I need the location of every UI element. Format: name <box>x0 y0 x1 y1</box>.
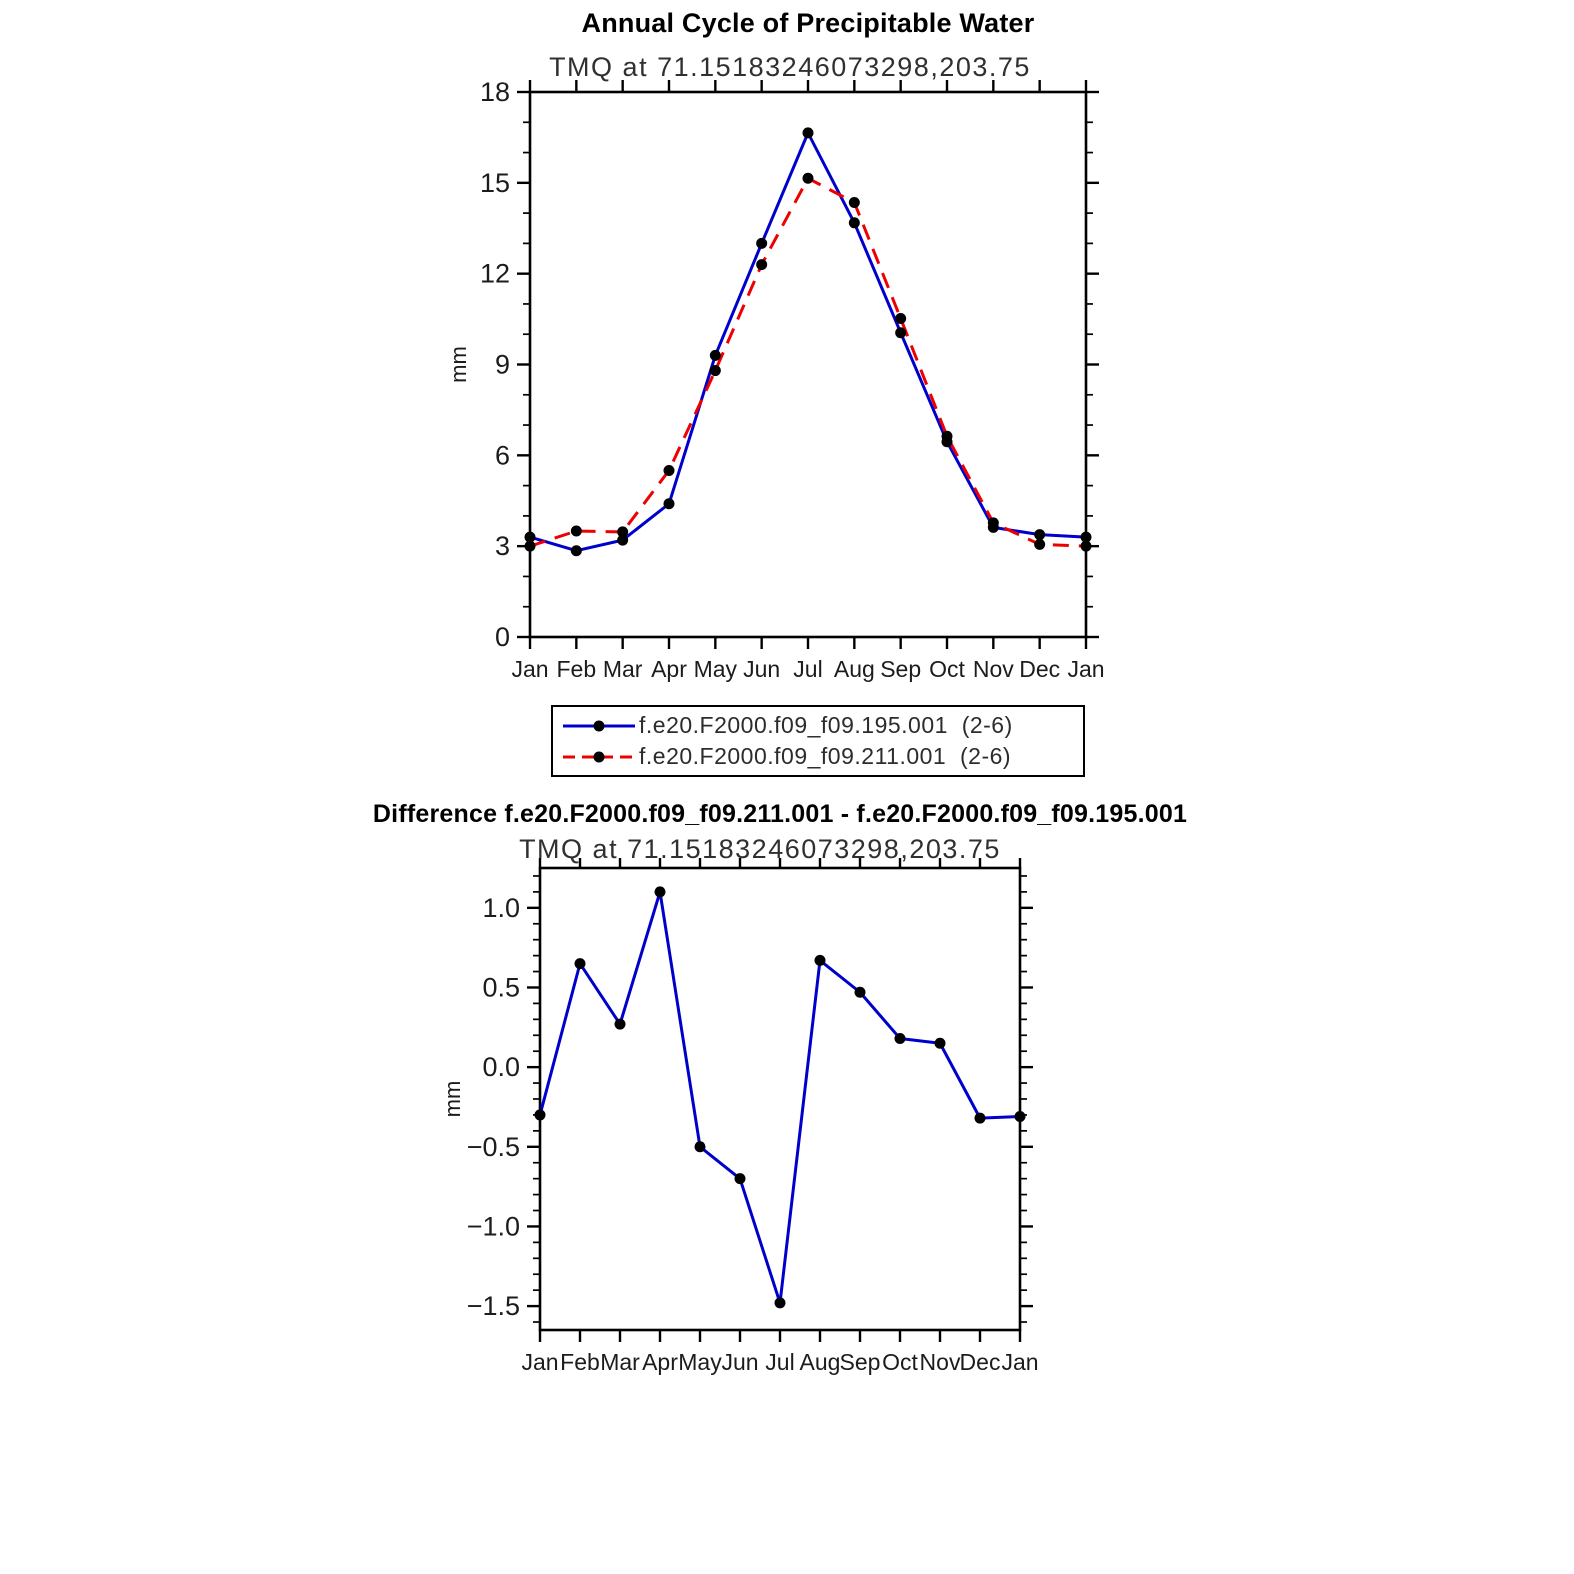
svg-text:Feb: Feb <box>560 1349 600 1375</box>
svg-text:Feb: Feb <box>556 656 597 682</box>
legend-label-195: f.e20.F2000.f09_f09.195.001 (2-6) <box>639 712 1013 738</box>
svg-text:Jan: Jan <box>1067 656 1105 682</box>
difference-subtitle: TMQ at 71.15183246073298,203.75 <box>519 834 1001 864</box>
svg-text:Sep: Sep <box>880 656 922 682</box>
plot-group <box>446 78 1105 682</box>
data-point-marker <box>615 1019 626 1030</box>
annual-cycle-title: Annual Cycle of Precipitable Water <box>581 8 1035 38</box>
svg-text:6: 6 <box>494 440 510 471</box>
svg-text:12: 12 <box>479 258 510 289</box>
svg-text:0.5: 0.5 <box>482 972 520 1003</box>
data-point-marker <box>535 1109 546 1120</box>
svg-text:Nov: Nov <box>972 656 1014 682</box>
svg-text:Dec: Dec <box>959 1349 1001 1375</box>
data-point-marker <box>695 1141 706 1152</box>
data-point-marker <box>1081 541 1092 552</box>
data-point-marker <box>756 238 767 249</box>
svg-text:Sep: Sep <box>839 1349 881 1375</box>
svg-text:Jul: Jul <box>793 656 823 682</box>
legend-label-211: f.e20.F2000.f09_f09.211.001 (2-6) <box>639 743 1012 769</box>
svg-text:Nov: Nov <box>919 1349 961 1375</box>
legend-item-211 <box>559 741 1077 772</box>
data-point-marker <box>803 127 814 138</box>
svg-text:mm: mm <box>446 346 471 383</box>
legend-item-195 <box>559 710 1077 741</box>
svg-text:May: May <box>678 1349 722 1375</box>
svg-text:−1.5: −1.5 <box>466 1291 520 1322</box>
svg-text:−0.5: −0.5 <box>466 1131 520 1162</box>
data-point-marker <box>849 197 860 208</box>
legend-box <box>551 705 1085 777</box>
svg-text:3: 3 <box>494 531 510 562</box>
svg-text:−1.0: −1.0 <box>466 1211 520 1242</box>
data-point-marker <box>664 465 675 476</box>
svg-text:Jun: Jun <box>721 1349 759 1375</box>
data-point-marker <box>525 541 536 552</box>
data-point-marker <box>710 365 721 376</box>
legend-line-solid-blue <box>559 711 639 741</box>
difference-plot <box>430 858 1090 1403</box>
data-point-marker <box>895 1033 906 1044</box>
legend-line-dashed-red <box>559 742 639 772</box>
svg-text:Jun: Jun <box>743 656 781 682</box>
data-point-marker <box>942 431 953 442</box>
annual-cycle-subtitle: TMQ at 71.15183246073298,203.75 <box>549 52 1031 82</box>
svg-text:Mar: Mar <box>600 1349 640 1375</box>
data-point-marker <box>571 545 582 556</box>
data-point-marker <box>775 1297 786 1308</box>
data-point-marker <box>575 958 586 969</box>
data-point-marker <box>803 173 814 184</box>
svg-text:15: 15 <box>479 167 510 198</box>
svg-text:Aug: Aug <box>833 656 875 682</box>
svg-text:9: 9 <box>494 349 510 380</box>
svg-text:Jul: Jul <box>765 1349 795 1375</box>
data-point-marker <box>849 217 860 228</box>
svg-text:Oct: Oct <box>882 1349 918 1375</box>
difference-title: Difference f.e20.F2000.f09_f09.211.001 - f.e20.F2000.f09_f09.195.001 <box>372 800 1188 828</box>
plot-group <box>440 858 1039 1375</box>
data-point-marker <box>617 526 628 537</box>
svg-text:mm: mm <box>440 1080 465 1118</box>
svg-text:0.0: 0.0 <box>482 1052 520 1083</box>
svg-text:1.0: 1.0 <box>482 892 520 923</box>
series-line <box>530 178 1086 546</box>
data-point-marker <box>855 987 866 998</box>
svg-text:Aug: Aug <box>799 1349 841 1375</box>
series-line <box>540 892 1020 1303</box>
data-point-marker <box>988 517 999 528</box>
svg-text:0: 0 <box>494 622 510 652</box>
data-point-marker <box>975 1113 986 1124</box>
svg-text:Oct: Oct <box>929 656 965 682</box>
data-point-marker <box>1034 539 1045 550</box>
data-point-marker <box>1015 1111 1026 1122</box>
data-point-marker <box>735 1173 746 1184</box>
svg-text:Apr: Apr <box>651 656 687 682</box>
series-line <box>530 133 1086 551</box>
svg-text:Mar: Mar <box>602 656 643 682</box>
data-point-marker <box>895 313 906 324</box>
data-point-marker <box>655 886 666 897</box>
svg-text:Jan: Jan <box>511 656 549 682</box>
svg-text:Dec: Dec <box>1019 656 1061 682</box>
data-point-marker <box>710 350 721 361</box>
data-point-marker <box>895 327 906 338</box>
data-point-marker <box>935 1038 946 1049</box>
data-point-marker <box>756 259 767 270</box>
data-point-marker <box>815 955 826 966</box>
svg-text:Jan: Jan <box>1001 1349 1039 1375</box>
svg-text:Jan: Jan <box>521 1349 559 1375</box>
annual-cycle-plot <box>430 78 1130 706</box>
data-point-marker <box>1034 529 1045 540</box>
svg-text:May: May <box>693 656 738 682</box>
svg-text:Apr: Apr <box>642 1349 678 1375</box>
data-point-marker <box>571 526 582 537</box>
svg-text:18: 18 <box>479 78 510 107</box>
data-point-marker <box>664 498 675 509</box>
